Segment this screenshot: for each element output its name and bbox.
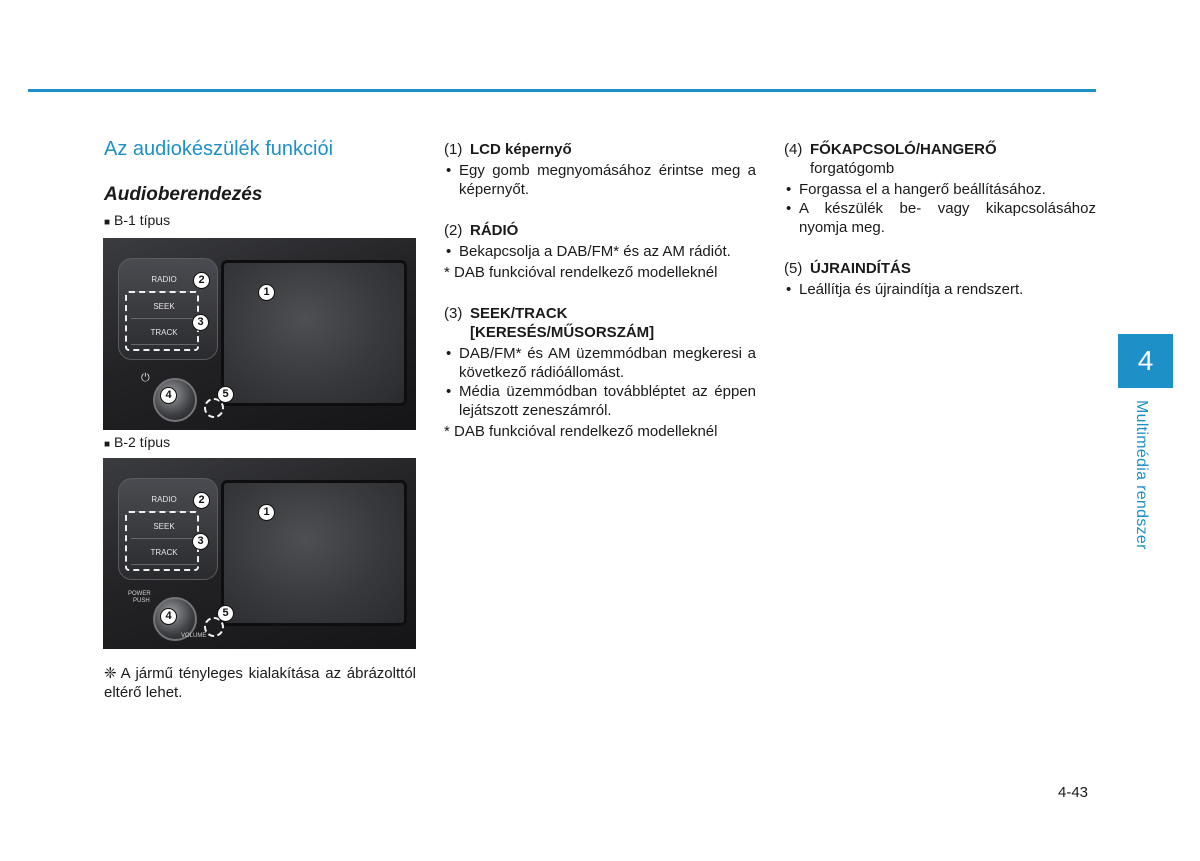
push-label: PUSH xyxy=(133,598,150,604)
header-rule xyxy=(28,89,1096,92)
item-seek-track xyxy=(444,304,756,441)
seek-track-highlight xyxy=(125,511,199,571)
radio-key: RADIO xyxy=(131,489,197,512)
type-label-b2-text: B-2 típus xyxy=(114,434,171,450)
item-title-2: [KERESÉS/MŰSORSZÁM] xyxy=(470,324,655,341)
radio-key: RADIO xyxy=(131,269,197,292)
section-title: Az audiokészülék funkciói xyxy=(104,138,334,160)
item-title: RÁDIÓ xyxy=(470,222,519,239)
item-radio xyxy=(444,221,756,282)
item-bullet: • Média üzemmódban továbbléptet az éppen lejátszott zeneszámról. xyxy=(444,382,756,420)
seek-track-highlight xyxy=(125,291,199,351)
figure-b2-audio-unit xyxy=(103,458,416,649)
item-note: * DAB funkcióval rendelkező modelleknél xyxy=(444,423,718,440)
item-reset xyxy=(784,259,1096,299)
type-label-b1-text: B-1 típus xyxy=(114,212,171,228)
item-bullet: • Egy gomb megnyomásához érintse meg a képernyőt. xyxy=(444,161,756,199)
item-number: (4) xyxy=(784,141,803,158)
track-key: TRACK xyxy=(131,322,197,345)
callout-2: 2 xyxy=(193,272,210,289)
type-label-b1: ■ B-1 típus xyxy=(104,212,171,228)
callout-2: 2 xyxy=(193,492,210,509)
subsection-title: Audioberendezés xyxy=(104,184,263,205)
page-number: 4-43 xyxy=(1058,784,1089,801)
power-icon: ⏻ xyxy=(141,372,150,384)
item-subtitle: forgatógomb xyxy=(810,160,895,177)
item-bullet: • Bekapcsolja a DAB/FM* és az AM rádiót. xyxy=(444,242,756,261)
callout-3: 3 xyxy=(192,533,209,550)
item-number: (5) xyxy=(784,260,803,277)
callout-3: 3 xyxy=(192,314,209,331)
item-number: (1) xyxy=(444,141,463,158)
callout-5: 5 xyxy=(217,605,234,622)
callout-5: 5 xyxy=(217,386,234,403)
seek-key: SEEK xyxy=(131,516,197,539)
track-key: TRACK xyxy=(131,542,197,565)
power-label: POWER xyxy=(128,591,151,597)
type-label-b2: ■ B-2 típus xyxy=(104,434,171,450)
item-bullet: • A készülék be- vagy kikapcsolásához nyomja meg. xyxy=(784,199,1096,237)
callout-1: 1 xyxy=(258,504,275,521)
items-column-3 xyxy=(784,140,1096,299)
footnote-text: A jármű tényleges kialakítása az ábrázolttól eltérő lehet. xyxy=(104,665,416,701)
chapter-label: Multimédia rendszer xyxy=(1133,400,1150,550)
figure-footnote xyxy=(104,664,416,702)
lcd-screen xyxy=(221,260,407,406)
volume-label: VOLUME xyxy=(181,633,207,639)
item-title: FŐKAPCSOLÓ/HANGERŐ xyxy=(810,141,997,158)
footnote-mark: ❈ xyxy=(104,665,117,682)
item-title: ÚJRAINDÍTÁS xyxy=(810,260,911,277)
item-bullet: • DAB/FM* és AM üzemmódban megkeresi a következő rádióállomást. xyxy=(444,344,756,382)
item-number: (2) xyxy=(444,222,463,239)
item-title: LCD képernyő xyxy=(470,141,572,158)
callout-4: 4 xyxy=(160,387,177,404)
item-lcd xyxy=(444,140,756,199)
lcd-screen xyxy=(221,480,407,626)
item-number: (3) xyxy=(444,305,463,322)
figure-b1-audio-unit xyxy=(103,238,416,430)
items-column-2 xyxy=(444,140,756,441)
callout-4: 4 xyxy=(160,608,177,625)
callout-1: 1 xyxy=(258,284,275,301)
item-bullet: • Forgassa el a hangerő beállításához. xyxy=(784,180,1096,199)
item-note: * DAB funkcióval rendelkező modelleknél xyxy=(444,264,718,281)
seek-key: SEEK xyxy=(131,296,197,319)
chapter-tab: 4 xyxy=(1118,334,1173,388)
item-power-volume xyxy=(784,140,1096,237)
item-title: SEEK/TRACK xyxy=(470,305,568,322)
item-bullet: • Leállítja és újraindítja a rendszert. xyxy=(784,280,1096,299)
